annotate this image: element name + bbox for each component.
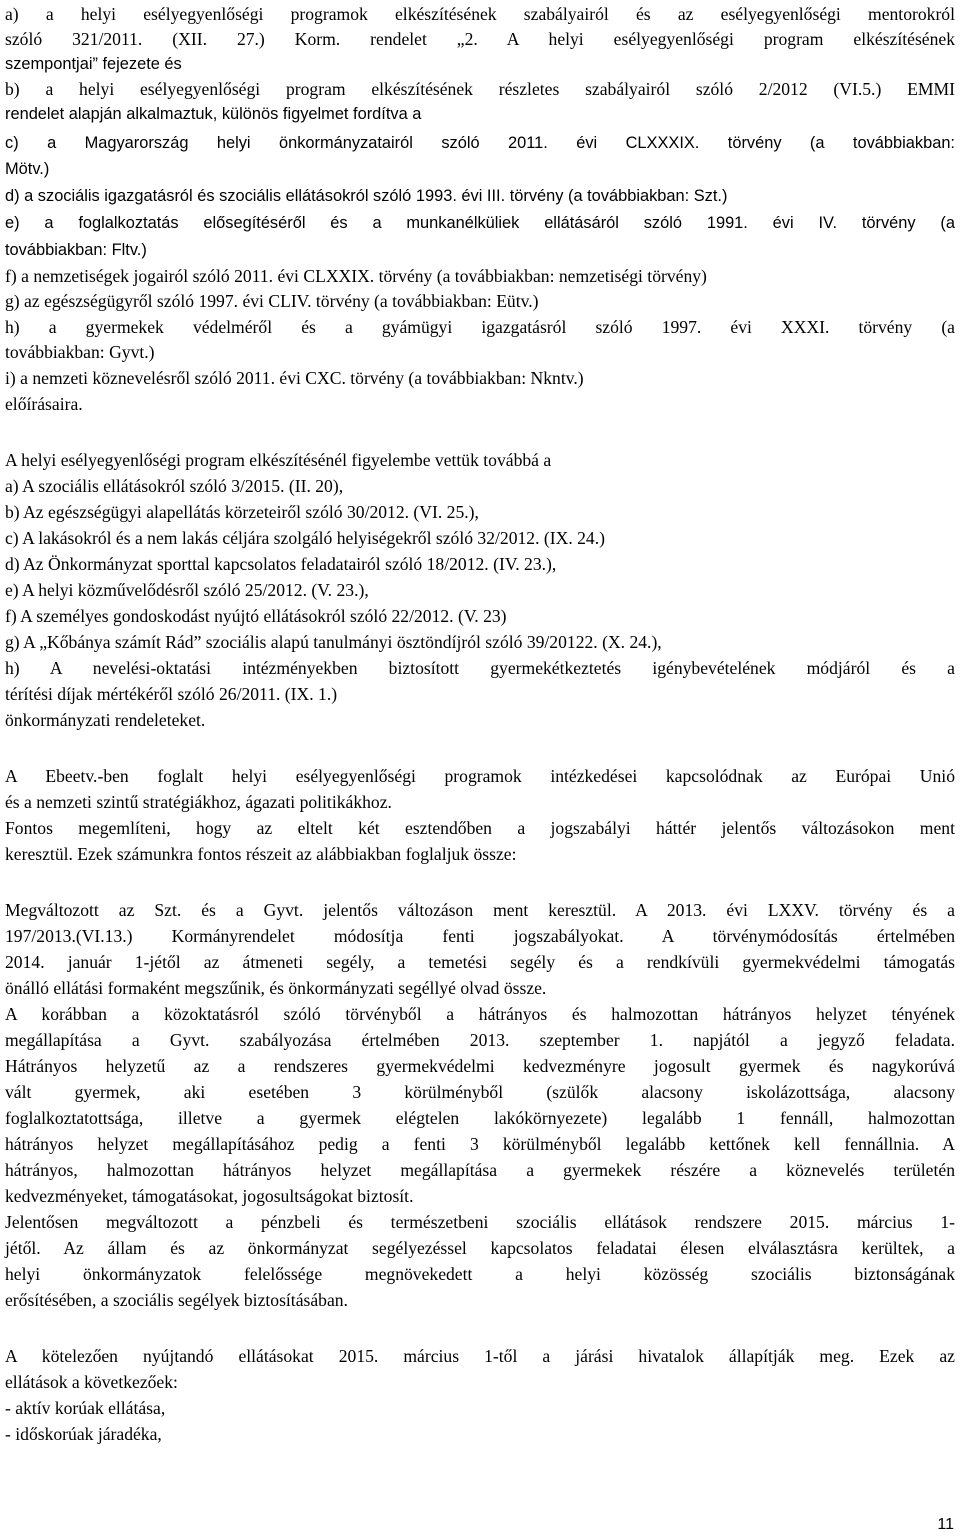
text-line: g) A „Kőbánya számít Rád” szociális alapú tanulmányi ösztöndíjról szóló 39/20122. (X. 24.), bbox=[5, 632, 662, 652]
text-line: c) a Magyarország helyi önkormányzatairól szóló 2011. évi CLXXXIX. törvény (a továbbiakban: bbox=[5, 134, 955, 152]
page-number: 11 bbox=[937, 1516, 954, 1533]
text-line: Mötv.) bbox=[5, 160, 50, 178]
text-line: jétől. Az állam és az önkormányzat segélyezéssel kapcsolatos feladatai élesen elválasztásra kerültek, a bbox=[5, 1238, 955, 1258]
text-line: Megváltozott az Szt. és a Gyvt. jelentős változáson ment keresztül. A 2013. évi LXXV. törvény és a bbox=[5, 900, 955, 920]
text-line: foglalkoztatottsága, illetve a gyermek elégtelen lakókörnyezete) legalább 1 fennáll, halmozottan bbox=[5, 1108, 955, 1128]
text-line: - aktív korúak ellátása, bbox=[5, 1398, 166, 1418]
text-line: 197/2013.(VI.13.) Kormányrendelet módosítja fenti jogszabályokat. A törvénymódosítás értelmében bbox=[5, 926, 955, 946]
text-line: előírásaira. bbox=[5, 394, 83, 414]
text-line: e) a foglalkoztatás elősegítéséről és a munkanélküliek ellátásáról szóló 1991. évi IV. törvény (a bbox=[5, 214, 955, 232]
text-line: kedvezményeket, támogatásokat, jogosultságokat biztosít. bbox=[5, 1186, 414, 1206]
text-line: b) a helyi esélyegyenlőségi program elkészítésének részletes szabályairól szóló 2/2012 (VI.5.) EMMI bbox=[5, 79, 955, 99]
text-line: f) a nemzetiségek jogairól szóló 2011. évi CLXXIX. törvény (a továbbiakban: nemzetiségi törvény) bbox=[5, 266, 707, 286]
text-line: a) a helyi esélyegyenlőségi programok elkészítésének szabályairól és az esélyegyenlőségi mentorokról bbox=[5, 4, 955, 24]
text-line: Hátrányos helyzetű az a rendszeres gyermekvédelmi kedvezményre jogosult gyermek és nagykorúvá bbox=[5, 1056, 955, 1076]
text-line: h) A nevelési-oktatási intézményekben biztosított gyermekétkeztetés igénybevételének módjáról és a bbox=[5, 658, 955, 678]
text-line: hátrányos, halmozottan hátrányos helyzet megállapítása a gyermekek részére a köznevelés területén bbox=[5, 1160, 955, 1180]
text-line: - időskorúak járadéka, bbox=[5, 1424, 162, 1444]
text-line: A Ebeetv.-ben foglalt helyi esélyegyenlőségi programok intézkedései kapcsolódnak az Európai Unió bbox=[5, 766, 955, 786]
text-line: keresztül. Ezek számunkra fontos részeit az alábbiakban foglaljuk össze: bbox=[5, 844, 517, 864]
text-line: d) a szociális igazgatásról és szociális ellátásokról szóló 1993. évi III. törvény (a továbbiakban: Szt.) bbox=[5, 187, 728, 205]
text-line: önkormányzati rendeleteket. bbox=[5, 710, 206, 730]
text-line: A kötelezően nyújtandó ellátásokat 2015. március 1-től a járási hivatalok állapítják meg. Ezek az bbox=[5, 1346, 955, 1366]
text-line: b) Az egészségügyi alapellátás körzeteiről szóló 30/2012. (VI. 25.), bbox=[5, 502, 479, 522]
text-line: térítési díjak mértékéről szóló 26/2011. (IX. 1.) bbox=[5, 684, 338, 704]
text-line: d) Az Önkormányzat sporttal kapcsolatos feladatairól szóló 18/2012. (IV. 23.), bbox=[5, 554, 557, 574]
text-line: A korábban a közoktatásról szóló törvényből a hátrányos és halmozottan hátrányos helyzet tényének bbox=[5, 1004, 955, 1024]
text-line: c) A lakásokról és a nem lakás céljára szolgáló helyiségekről szóló 32/2012. (IX. 24.) bbox=[5, 528, 605, 548]
text-line: g) az egészségügyről szóló 1997. évi CLIV. törvény (a továbbiakban: Eütv.) bbox=[5, 291, 539, 311]
text-line: megállapítása a Gyvt. szabályozása értelmében 2013. szeptember 1. napjától a jegyző feladata. bbox=[5, 1030, 955, 1050]
text-line: erősítésében, a szociális segélyek biztosításában. bbox=[5, 1290, 348, 1310]
text-line: e) A helyi közművelődésről szóló 25/2012. (V. 23.), bbox=[5, 580, 369, 600]
text-line: i) a nemzeti köznevelésről szóló 2011. évi CXC. törvény (a továbbiakban: Nkntv.) bbox=[5, 368, 584, 388]
text-line: szempontjai” fejezete és bbox=[5, 55, 182, 73]
text-line: és a nemzeti szintű stratégiákhoz, ágazati politikákhoz. bbox=[5, 792, 392, 812]
text-line: h) a gyermekek védelméről és a gyámügyi igazgatásról szóló 1997. évi XXXI. törvény (a bbox=[5, 317, 955, 337]
text-line: önálló ellátási formaként megszűnik, és önkormányzati segéllyé olvad össze. bbox=[5, 978, 547, 998]
text-line: továbbiakban: Fltv.) bbox=[5, 241, 147, 259]
text-line: 2014. január 1-jétől az átmeneti segély, a temetési segély és a rendkívüli gyermekvédelmi támogatás bbox=[5, 952, 955, 972]
text-line: rendelet alapján alkalmaztuk, különös figyelmet fordítva a bbox=[5, 105, 422, 123]
text-line: f) A személyes gondoskodást nyújtó ellátásokról szóló 22/2012. (V. 23) bbox=[5, 606, 507, 626]
text-line: vált gyermek, aki esetében 3 körülményből (szülők alacsony iskolázottsága, alacsony bbox=[5, 1082, 955, 1102]
text-line: helyi önkormányzatok felelőssége megnövekedett a helyi közösség szociális biztonságának bbox=[5, 1264, 955, 1284]
text-line: a) A szociális ellátásokról szóló 3/2015. (II. 20), bbox=[5, 476, 344, 496]
text-line: szóló 321/2011. (XII. 27.) Korm. rendelet „2. A helyi esélyegyenlőségi program elkészítésének bbox=[5, 29, 955, 49]
text-line: Jelentősen megváltozott a pénzbeli és természetbeni szociális ellátások rendszere 2015. március 1- bbox=[5, 1212, 955, 1232]
text-line: hátrányos helyzet megállapításához pedig a fenti 3 körülményből legalább kettőnek kell fennállnia. A bbox=[5, 1134, 955, 1154]
text-line: Fontos megemlíteni, hogy az eltelt két esztendőben a jogszabályi háttér jelentős változásokon ment bbox=[5, 818, 955, 838]
text-line: A helyi esélyegyenlőségi program elkészítésénél figyelembe vettük továbbá a bbox=[5, 450, 552, 470]
text-line: továbbiakban: Gyvt.) bbox=[5, 342, 155, 362]
text-line: ellátások a következőek: bbox=[5, 1372, 178, 1392]
